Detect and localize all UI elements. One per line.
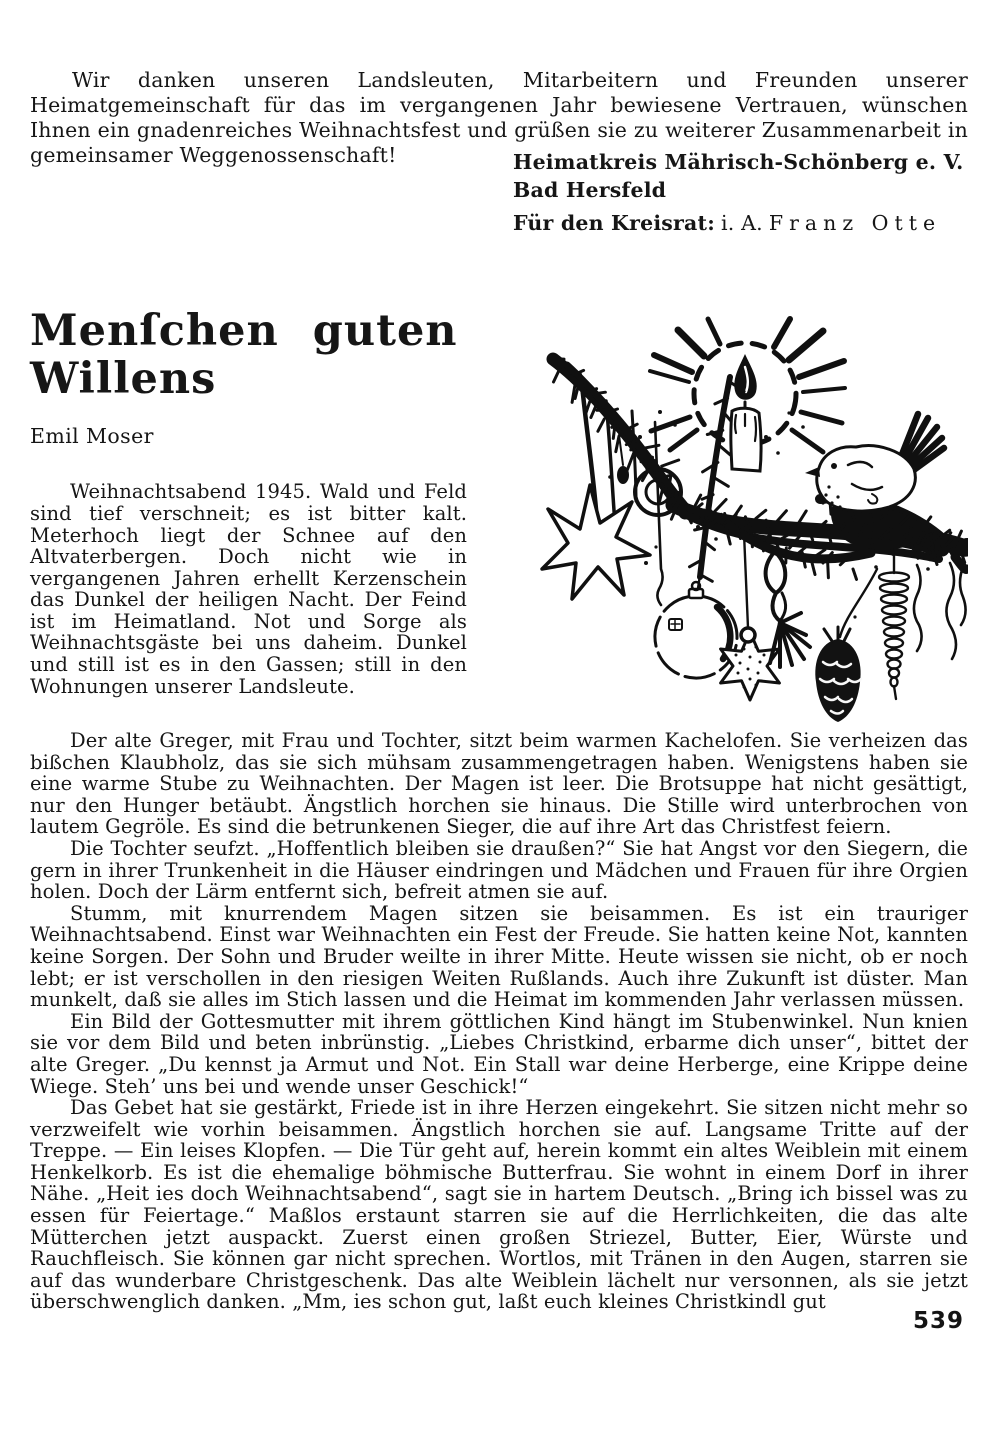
signature-name: Franz Otte (768, 211, 942, 235)
article-paragraph: Stumm, mit knurrendem Magen sitzen sie beisammen. Es ist ein trauriger Weihnachtsabend. Einst war Weihnachten ein Fest der Freude. Sie hatten keine Not, kannten keine Sorgen. Der Sohn und Bruder weilte in ihrer Mitte. Heute wissen sie nicht, ob er noch lebt; er ist verschollen in den riesigen Weiten Rußlands. Auch ihre Zukunft ist düster. Man munkelt, daß sie alles im Stich lassen und die Heimat im kommenden Jahr verlassen müssen. (30, 901, 968, 1012)
signature-place: Bad Hersfeld (513, 178, 667, 202)
signature-prefix: i. A. (720, 211, 763, 235)
article (30, 307, 968, 1313)
article-paragraph: Die Tochter seufzt. „Hoffentlich bleiben sie draußen?“ Sie hat Angst vor den Siegern, die gern in ihrer Trunkenheit in die Häuser eindringen und Mädchen und Frauen für ihre Orgien holen. Doch der Lärm entfernt sich, befreit atmen sie auf. (30, 836, 968, 904)
article-paragraph: Weihnachtsabend 1945. Wald und Feld sind tief verschneit; es ist bitter kalt. Meterhoch liegt der Schnee auf den Altvaterbergen. Doch nicht wie in vergangenen Jahren erhellt Kerzenschein das Dunkel der heiligen Nacht. Der Feind ist im Heimatland. Not und Sorge als Weihnachtsgäste bei uns daheim. Dunkel und still ist es in den Gassen; still in den Wohnungen unserer Landsleute. (30, 480, 467, 698)
hanging-drop-ornament-icon (617, 466, 629, 484)
pine-cone-ornament-icon (815, 627, 861, 722)
intro-paragraph: Wir danken unseren Landsleuten, Mitarbeitern und Freunden unserer Heimatgemeinschaft für das im vergangenen Jahr bewiesene Vertrauen, wünschen Ihnen ein gnadenreiches Weihnachtsfest und grüßen sie zu weiterer Zusammenarbeit in gemeinsamer Weggenossenschaft! (30, 68, 968, 167)
article-paragraph: Das Gebet hat sie gestärkt, Friede ist in ihre Herzen eingekehrt. Sie sitzen nicht mehr so verzweifelt wie vorhin beisammen. Ängstlich horchen sie auf. Langsame Tritte auf der Treppe. — Ein leises Klopfen. — Die Tür geht auf, herein kommt ein altes Weiblein mit einem Henkelkorb. Es ist die ehemalige böhmische Butterfrau. Sie wohnt in einem Dorf in ihrer Nähe. „Heit ies doch Weihnachtsabend“, sagt sie in hartem Deutsch. „Bring ich bissel was zu essen für Feiertage.“ Maßlos erstaunt starren sie auf die Herrlichkeiten, die das alte Mütterchen jetzt auspackt. Zuerst einen großen Striezel, Butter, Eier, Würste und Rauchfleisch. Sie können gar nicht sprechen. Wortlos, mit Tränen in den Augen, starren sie auf das wunderbare Christgeschenk. Das alte Weiblein lächelt nur versonnen, als sie jetzt überschwenglich danken. „Mm, ies schon gut, laßt euch kleines Christkindl gut (30, 1096, 968, 1314)
signature-kreisrat-line (513, 209, 968, 237)
candle-flame-icon (734, 354, 756, 409)
page-number: 539 (912, 1308, 964, 1334)
article-paragraph: Der alte Greger, mit Frau und Tochter, sitzt beim warmen Kachelofen. Sie verheizen das bißchen Klaubholz, das sie sich mühsam zusammengetragen haben. Wenigstens haben sie eine warme Stube zu Weihnachten. Der Magen ist leer. Die Brotsuppe hat nicht gesättigt, nur den Hunger betäubt. Ängstlich horchen sie hinaus. Die Stille wird unterbrochen von lautem Gegröle. Es sind die betrunkenen Sieger, die auf ihre Art das Christfest feiern. (30, 729, 968, 839)
bird-icon (805, 414, 944, 511)
signature-role: Für den Kreisrat: (513, 211, 715, 235)
article-author: Emil Moser (30, 424, 154, 449)
spiral-icicle-ornament-icon (879, 573, 909, 700)
signature-block (513, 148, 968, 237)
christmas-branch-svg (493, 307, 968, 722)
ribbon-bundle-ornament-icon (766, 555, 810, 667)
candle-icon (731, 408, 761, 471)
christmas-branch-illustration (493, 307, 968, 722)
signature-org: Heimatkreis Mährisch-Schönberg e. V. (513, 150, 964, 174)
article-paragraph: Ein Bild der Gottesmutter mit ihrem göttlichen Kind hängt im Stubenwinkel. Nun knien sie vor dem Bild und beten inbrünstig. „Liebes Christkind, erbarme dich unser“, bittet der alte Greger. „Du kennst ja Armut und Not. Ein Stall war deine Herberge, eine Krippe deine Wiege. Steh’ uns bei und wende unser Geschick!“ (30, 1009, 968, 1098)
article-title: Menſchen guten Willens (30, 306, 458, 405)
large-star-ornament-icon (542, 485, 650, 599)
